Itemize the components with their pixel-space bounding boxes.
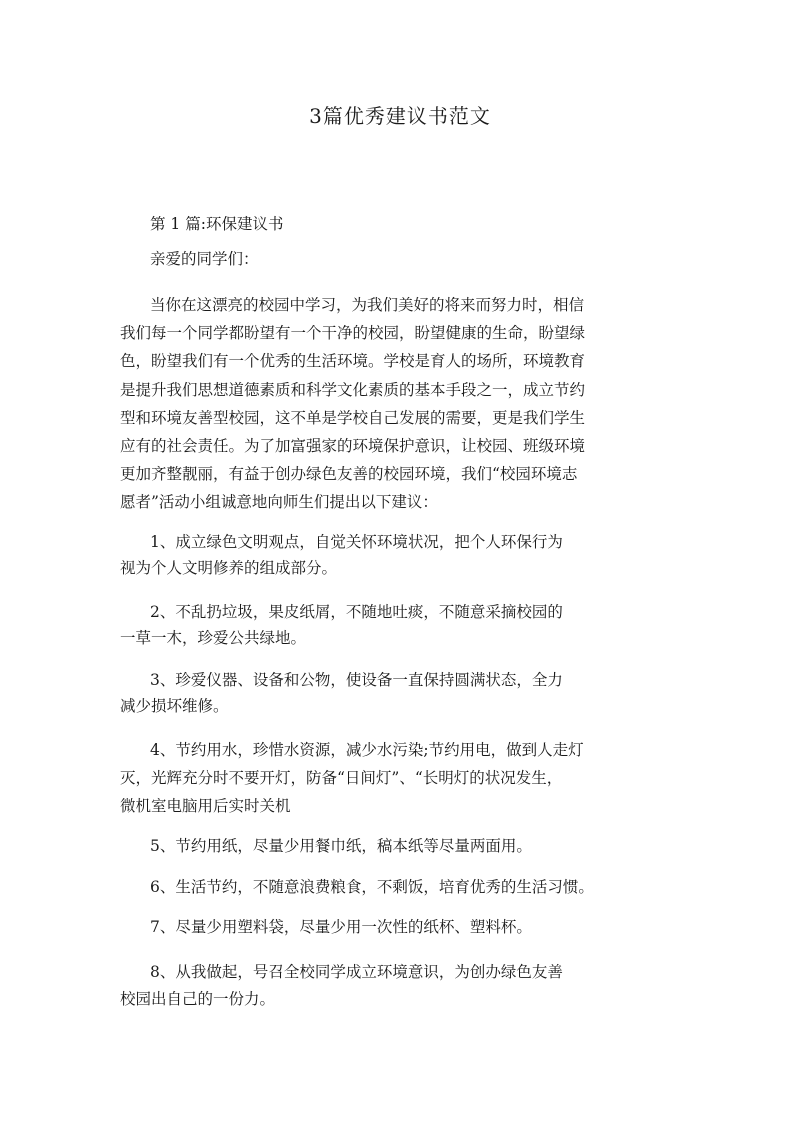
suggestion-item: 8、从我做起，号召全校同学成立环境意识，为创办绿色友善 (150, 963, 563, 981)
document-title: 3篇优秀建议书范文 (309, 104, 491, 128)
suggestion-item-cont: 校园出自己的一份力。 (120, 990, 276, 1008)
suggestion-item-cont: 一草一木，珍爱公共绿地。 (120, 629, 307, 647)
intro-line: 我们每一个同学都盼望有一个干净的校园，盼望健康的生命，盼望绿 (120, 324, 586, 342)
intro-line: 当你在这漂亮的校园中学习，为我们美好的将来而努力时，相信 (150, 296, 585, 314)
suggestion-item: 6、生活节约，不随意浪费粮食，不剩饭，培育优秀的生活习惯。 (150, 878, 594, 896)
intro-line: 愿者”活动小组诚意地向师生们提出以下建议： (120, 493, 438, 511)
suggestion-item-cont: 减少损坏维修。 (120, 697, 229, 715)
section-title: 第 1 篇:环保建议书 (150, 215, 284, 233)
suggestion-item: 7、尽量少用塑料袋，尽量少用一次性的纸杯、塑料杯。 (150, 918, 532, 936)
suggestion-item: 2、不乱扔垃圾，果皮纸屑，不随地吐痰，不随意采摘校园的 (150, 603, 563, 621)
greeting: 亲爱的同学们： (150, 250, 259, 268)
suggestion-item-cont: 灭，光辉充分时不要开灯，防备“日间灯”、“长明灯的状况发生， (120, 769, 563, 787)
suggestion-item: 3、珍爱仪器、设备和公物，使设备一直保持圆满状态，全力 (150, 671, 563, 689)
suggestion-item-cont: 视为个人文明修养的组成部分。 (120, 559, 338, 577)
intro-line: 是提升我们思想道德素质和科学文化素质的基本手段之一，成立节约 (120, 381, 586, 399)
suggestion-item: 4、节约用水，珍惜水资源，减少水污染;节约用电，做到人走灯 (150, 741, 584, 759)
intro-line: 色，盼望我们有一个优秀的生活环境。学校是育人的场所，环境教育 (120, 352, 586, 370)
intro-line: 应有的社会责任。为了加富强家的环境保护意识，让校园、班级环境 (120, 437, 586, 455)
intro-line: 更加齐整靓丽，有益于创办绿色友善的校园环境，我们“校园环境志 (120, 465, 578, 483)
intro-line: 型和环境友善型校园，这不单是学校自己发展的需要，更是我们学生 (120, 409, 586, 427)
suggestion-item-cont: 微机室电脑用后实时关机 (120, 797, 291, 815)
suggestion-item: 1、成立绿色文明观点，自觉关怀环境状况，把个人环保行为 (150, 533, 563, 551)
suggestion-item: 5、节约用纸，尽量少用餐巾纸，稿本纸等尽量两面用。 (150, 837, 532, 855)
